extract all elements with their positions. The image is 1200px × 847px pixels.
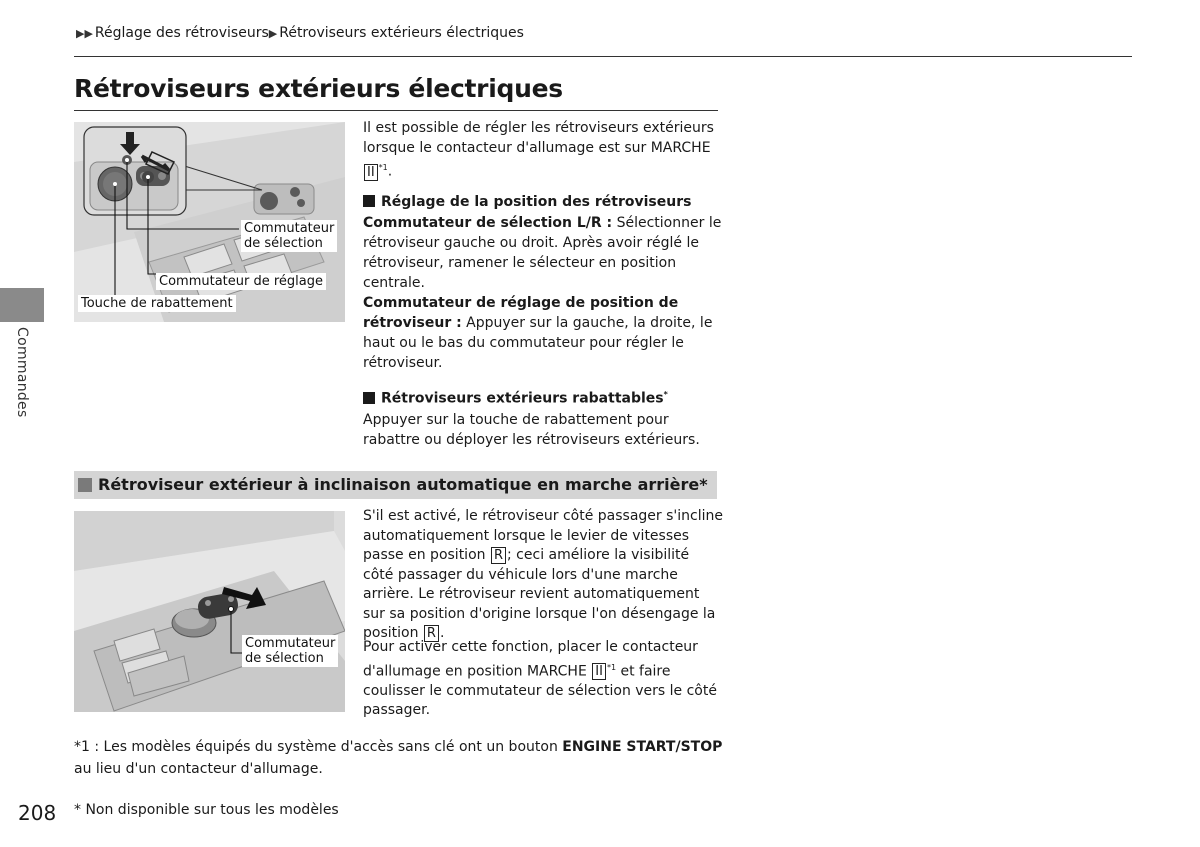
reverse-gear-key: R: [491, 547, 506, 564]
reverse-tilt-paragraph-2: Pour activer cette fonction, placer le contacteur d'allumage en position MARCHE II $^{*1}$ et faire coulisser le commutateur de sélection vers le côté passager.: [363, 639, 717, 719]
bullet-square-icon: [363, 392, 375, 404]
subheading-folding-mirrors: Rétroviseurs extérieurs rabattables*: [363, 390, 668, 407]
title-divider: [74, 110, 718, 111]
breadcrumb-item-1[interactable]: Réglage des rétroviseurs: [94, 25, 269, 41]
callout-selection-switch-2: Commutateur de sélection: [242, 635, 338, 667]
section-square-icon: [78, 478, 92, 492]
header-divider: [74, 56, 1132, 57]
section-title: Rétroviseur extérieur à inclinaison automatique en marche arrière: [98, 475, 700, 494]
ignition-position-key: II: [592, 663, 606, 680]
subheading-mirror-adjust: Réglage de la position des rétroviseurs: [363, 194, 691, 210]
reverse-tilt-illustration: [74, 511, 345, 712]
footnote-keyless: *1 : Les modèles équipés du système d'accès sans clé ont un bouton ENGINE START/STOP au lieu d'un contacteur d'allumage.: [74, 739, 723, 777]
breadcrumb-item-2[interactable]: Rétroviseurs extérieurs électriques: [279, 25, 524, 41]
bullet-square-icon: [363, 195, 375, 207]
footnote-availability: * Non disponible sur tous les modèles: [74, 802, 339, 818]
mirror-adjust-text: Commutateur de sélection L/R : Sélectionner le rétroviseur gauche ou droit. Après avoir réglé le rétroviseur, ramener le sélecteur en position centrale. Commutateur de réglage de position de rétroviseur : Appuyer sur la gauche, la droite, le haut ou le bas du commutateur pour régler le rétroviseur.: [363, 215, 722, 371]
reverse-tilt-paragraph-1: S'il est activé, le rétroviseur côté passager s'incline automatiquement lorsque le levier de vitesses passe en position R ; ceci améliore la visibilité côté passager du véhicule lors d'une marche arrière. Le rétroviseur revient automatiquement sur sa position d'origine lorsque l'on désengage la position R .: [363, 508, 723, 641]
triangle-right-icon: ▶: [268, 27, 278, 40]
intro-paragraph: Il est possible de régler les rétroviseurs extérieurs lorsque le contacteur d'allumage est sur MARCHE II $^{*1}$.: [363, 120, 714, 180]
chapter-tab-label: Commandes: [14, 327, 30, 418]
door-panel-drawing-2: [74, 511, 345, 712]
section-heading-bar: Rétroviseur extérieur à inclinaison automatique en marche arrière*: [74, 471, 717, 499]
callout-fold-button: Touche de rabattement: [78, 295, 236, 312]
mirror-switch-illustration: [74, 122, 345, 322]
page-number: 208: [18, 801, 57, 825]
reverse-gear-key: R: [424, 625, 439, 642]
chapter-tab-marker: [0, 288, 44, 322]
double-triangle-right-icon: ▶▶: [76, 27, 93, 40]
callout-selection-switch: Commutateur de sélection: [241, 220, 337, 252]
ignition-position-key: II: [364, 164, 378, 181]
callout-adjust-switch: Commutateur de réglage: [156, 273, 326, 290]
breadcrumb: [76, 25, 524, 41]
folding-mirrors-text: Appuyer sur la touche de rabattement pour rabattre ou déployer les rétroviseurs extérieurs.: [363, 412, 700, 448]
page-title: Rétroviseurs extérieurs électriques: [74, 74, 563, 103]
footnote-ref: *1: [378, 163, 388, 172]
